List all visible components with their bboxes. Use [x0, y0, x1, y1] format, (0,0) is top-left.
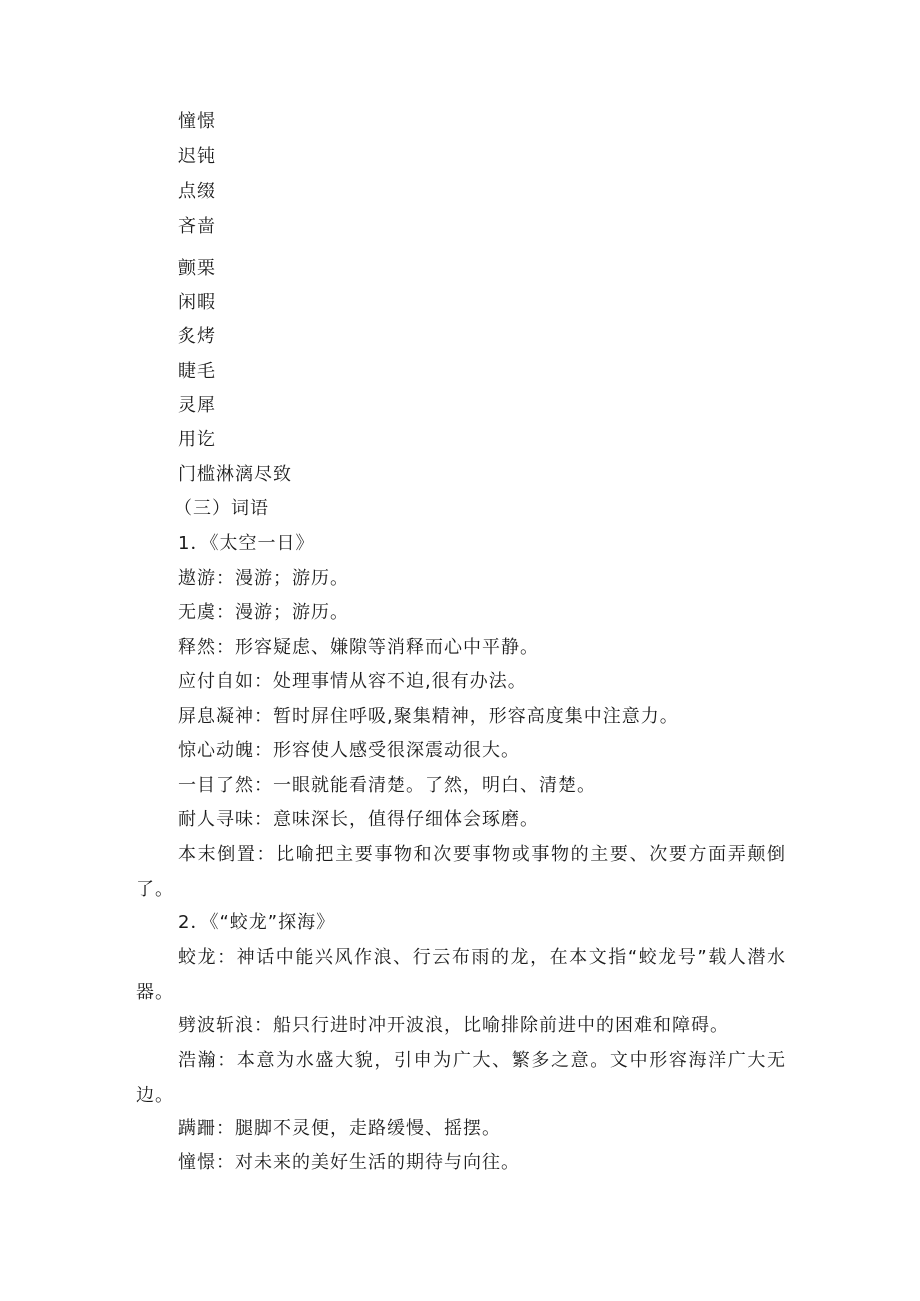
glossary-entry: 释然：形容疑虑、嫌隙等消释而心中平静。: [178, 637, 539, 658]
glossary-entry: 一目了然：一眼就能看清楚。了然，明白、清楚。: [178, 775, 596, 796]
vocab-item: 吝啬: [178, 216, 216, 237]
glossary-entry: 惊心动魄：形容使人感受很深震动很大。: [178, 740, 520, 761]
section-heading: （三）词语: [174, 498, 269, 519]
glossary-entry: 蛟龙：神话中能兴风作浪、行云布雨的龙，在本文指“蛟龙号”载人潜水器。: [136, 947, 786, 1003]
glossary-entry: 无虞：漫游；游历。: [178, 602, 349, 623]
vocab-item: 灵犀: [178, 395, 216, 416]
vocab-item: 憧憬: [178, 111, 216, 132]
glossary-entry: 应付自如：处理事情从容不迫,很有办法。: [178, 671, 527, 692]
glossary-entry: 本末倒置：比喻把主要事物和次要事物或事物的主要、次要方面弄颠倒了。: [136, 844, 786, 900]
vocab-item: 迟钝: [178, 146, 216, 167]
vocab-item: 睫毛: [178, 361, 216, 382]
vocab-item: 颤栗: [178, 258, 216, 279]
lesson-title: 1．《太空一日》: [178, 533, 315, 554]
glossary-entry: 屏息凝神：暂时屏住呼吸,聚集精神，形容高度集中注意力。: [178, 706, 679, 727]
glossary-entry: 劈波斩浪：船只行进时冲开波浪，比喻排除前进中的困难和障碍。: [178, 1015, 729, 1036]
vocab-item: 闲暇: [178, 292, 216, 313]
glossary-entry: 耐人寻味：意味深长，值得仔细体会琢磨。: [178, 809, 539, 830]
glossary-entry: 浩瀚：本意为水盛大貌，引申为广大、繁多之意。文中形容海洋广大无边。: [136, 1050, 786, 1106]
vocab-item: 用讫: [178, 429, 216, 450]
vocab-item: 门槛淋漓尽致: [178, 464, 292, 485]
vocab-item: 点缀: [178, 181, 216, 202]
glossary-entry: 遨游：漫游；游历。: [178, 568, 349, 589]
glossary-entry: 憧憬：对未来的美好生活的期待与向往。: [178, 1152, 520, 1173]
glossary-entry: 蹒跚：腿脚不灵便，走路缓慢、摇摆。: [178, 1118, 501, 1139]
lesson-title: 2．《“蛟龙”探海》: [178, 912, 336, 933]
vocab-item: 炙烤: [178, 326, 216, 347]
